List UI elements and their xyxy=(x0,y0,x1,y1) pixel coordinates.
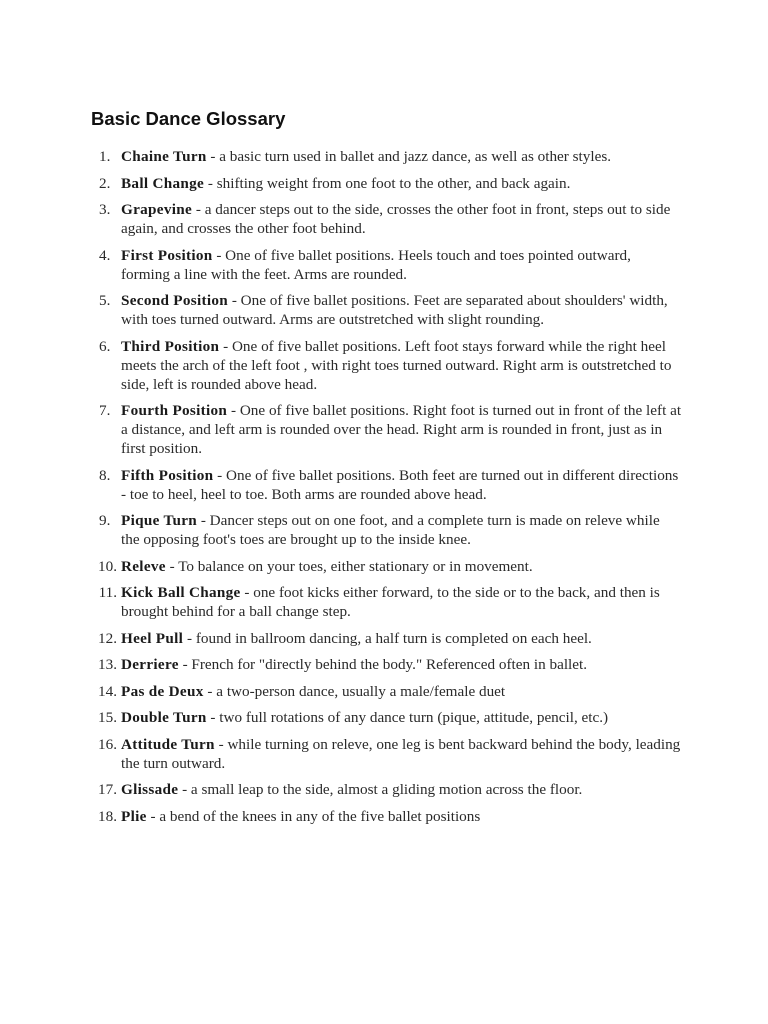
item-number: 5. xyxy=(99,292,111,309)
glossary-item xyxy=(92,708,682,727)
glossary-term: Ball Change xyxy=(121,174,205,192)
page-title: Basic Dance Glossary xyxy=(91,108,286,129)
glossary-definition: - One of five ballet positions. Heels touch and toes pointed outward, forming a line with the feet. Arms are rounded. xyxy=(121,246,631,283)
glossary-term: Glissade xyxy=(121,781,179,798)
glossary-term: Derriere xyxy=(121,656,179,673)
glossary-term: Third Position xyxy=(121,337,220,355)
item-number: 13. xyxy=(98,656,117,673)
item-number: 9. xyxy=(99,512,111,529)
item-number: 1. xyxy=(99,148,111,165)
item-number: 16. xyxy=(98,735,117,753)
item-number: 3. xyxy=(99,201,111,218)
glossary-item xyxy=(92,583,682,621)
glossary-definition: - One of five ballet positions. Feet are separated about shoulders' width, with toes turned outward. Arms are outstretched with slight rounding. xyxy=(121,292,668,328)
glossary-term: Releve xyxy=(121,557,166,575)
glossary-definition: - a basic turn used in ballet and jazz dance, as well as other styles. xyxy=(206,148,612,165)
item-number: 15. xyxy=(98,709,117,726)
glossary-term: Heel Pull xyxy=(121,629,184,647)
glossary-term: Fourth Position xyxy=(121,402,228,419)
glossary-term: Kick Ball Change xyxy=(121,584,241,601)
glossary-definition: - one foot kicks either forward, to the side or to the back, and then is brought behind for a ball change step. xyxy=(121,584,660,620)
glossary-item xyxy=(92,200,682,238)
glossary-definition: - French for "directly behind the body." Referenced often in ballet. xyxy=(178,656,588,673)
item-number: 8. xyxy=(99,466,111,484)
glossary-term: Double Turn xyxy=(121,709,207,726)
glossary-item xyxy=(92,780,682,799)
glossary-item xyxy=(92,655,682,674)
glossary-definition: - found in ballroom dancing, a half turn is completed on each heel. xyxy=(183,629,592,647)
glossary-item xyxy=(92,246,682,284)
glossary-term: Grapevine xyxy=(121,201,193,218)
glossary-definition: - shifting weight from one foot to the other, and back again. xyxy=(204,174,571,192)
glossary-item xyxy=(92,682,682,701)
glossary-definition: - One of five ballet positions. Both feet are turned out in different directions - toe to heel, heel to toe. Both arms are rounded above head. xyxy=(121,466,679,503)
glossary-definition: - while turning on releve, one leg is bent backward behind the body, leading the turn outward. xyxy=(121,735,681,772)
glossary-item xyxy=(92,401,682,458)
glossary-definition: - a dancer steps out to the side, crosses the other foot in front, steps out to side again, and crosses the other foot behind. xyxy=(121,201,671,237)
glossary-term: Chaine Turn xyxy=(121,148,207,165)
item-number: 14. xyxy=(98,682,117,700)
item-number: 6. xyxy=(99,337,111,355)
glossary-definition: - Dancer steps out on one foot, and a complete turn is made on releve while the opposing foot's toes are brought up to the inside knee. xyxy=(121,512,660,548)
item-number: 18. xyxy=(98,807,117,825)
glossary-definition: - To balance on your toes, either stationary or in movement. xyxy=(165,557,533,575)
glossary-item xyxy=(92,466,682,504)
glossary-term: Second Position xyxy=(121,292,229,309)
item-number: 10. xyxy=(98,557,117,575)
glossary-item xyxy=(92,629,682,648)
glossary-definition: - One of five ballet positions. Right foot is turned out in front of the left at a distance, and left arm is rounded over the head. Right arm is rounded in front, just as in first position. xyxy=(121,402,682,457)
item-number: 2. xyxy=(99,174,111,192)
glossary-term: Attitude Turn xyxy=(121,735,215,753)
glossary-term: Plie xyxy=(121,807,147,825)
glossary-term: Pas de Deux xyxy=(121,682,204,700)
glossary-item xyxy=(92,511,682,549)
item-number: 17. xyxy=(98,781,117,798)
glossary-term: Pique Turn xyxy=(121,512,198,529)
glossary-item xyxy=(92,291,682,329)
glossary-item xyxy=(92,174,682,193)
glossary-definition: - a two-person dance, usually a male/female duet xyxy=(203,682,506,700)
glossary-item xyxy=(92,807,682,826)
glossary-term: Fifth Position xyxy=(121,466,214,484)
glossary-definition: - a small leap to the side, almost a gliding motion across the floor. xyxy=(178,781,583,798)
glossary-term: First Position xyxy=(121,246,213,264)
item-number: 11. xyxy=(98,584,117,601)
glossary-definition: - a bend of the knees in any of the five ballet positions xyxy=(146,807,481,825)
item-number: 4. xyxy=(99,246,111,264)
item-number: 12. xyxy=(98,629,117,647)
item-number: 7. xyxy=(99,402,111,419)
glossary-item xyxy=(92,337,682,394)
glossary-item xyxy=(92,147,682,166)
glossary-item xyxy=(92,557,682,576)
glossary-item xyxy=(92,735,682,773)
glossary-definition: - two full rotations of any dance turn (pique, attitude, pencil, etc.) xyxy=(206,709,609,726)
glossary-list xyxy=(92,147,682,833)
glossary-definition: - One of five ballet positions. Left foot stays forward while the right heel meets the arch of the left foot , with right toes turned outward. Right arm is outstretched to side, left is rounded above head. xyxy=(121,337,672,393)
